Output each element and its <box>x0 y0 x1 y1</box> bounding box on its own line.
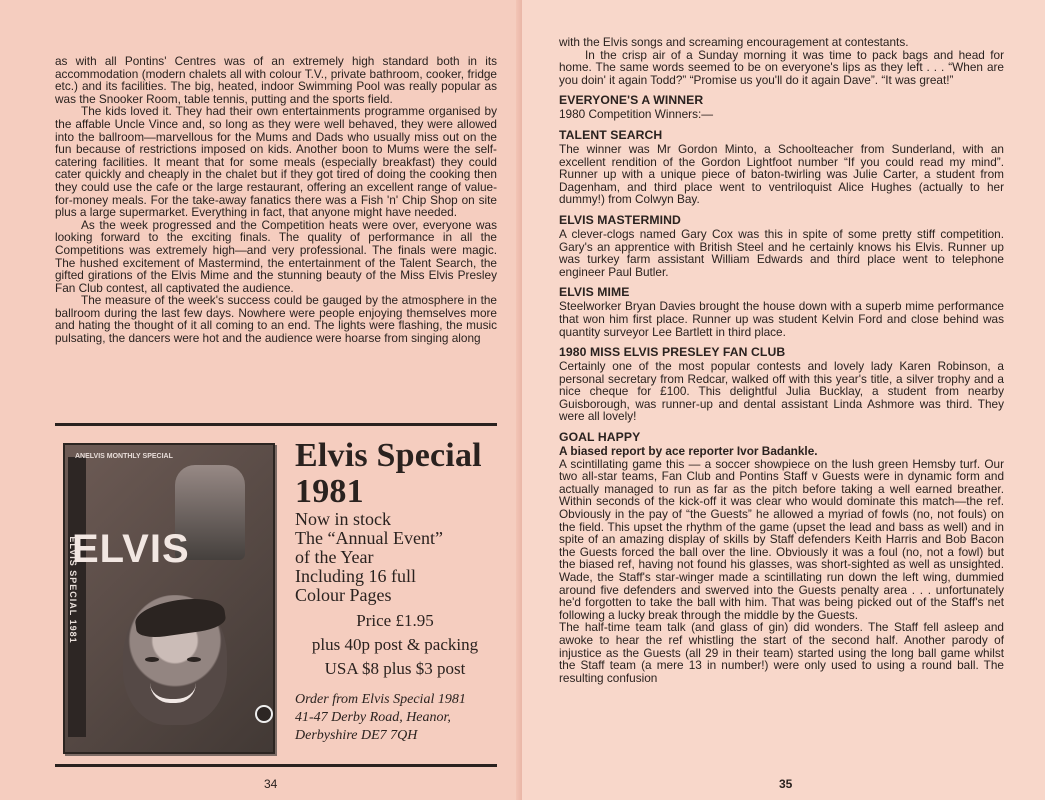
cover-title: ELVIS <box>72 527 190 571</box>
winners-intro: 1980 Competition Winners:— <box>559 107 714 122</box>
ad-line-4: Including 16 full <box>295 566 416 586</box>
fan-club-heading: 1980 MISS ELVIS PRESLEY FAN CLUB <box>559 345 786 360</box>
right-page-article <box>559 36 1004 748</box>
price-line: Price £1.95 <box>356 611 434 630</box>
cover-spine-text: ELVIS SPECIAL 1981 <box>68 536 78 644</box>
elvis-special-cover <box>63 443 275 754</box>
talent-search-text: The winner was Mr Gordon Minto, a Schoolteacher from Sunderland, with an excellent rendition of the Gordon Lightfoot number “If you could read my mind”. Runner up with a unique piece of baton-twirling was Julie Carter, a student from Dagenham, and third place went to ventriloquist Alice Hughes (actually to her dummy!) from Colwyn Bay. <box>559 141 1004 207</box>
cover-badge-icon <box>255 705 273 723</box>
order-address <box>295 691 495 745</box>
order-line-3: Derbyshire DE7 7QH <box>295 728 418 743</box>
mastermind-text: A clever-clogs named Gary Cox was this in spite of some pretty stiff competition. Gary's an apprentice with British Steel and he certainly knows his Elvis. Runner up was turkey farm assistant William Edwards and third place went to telephone engineer Paul Butler. <box>559 226 1004 279</box>
goal-happy-heading: GOAL HAPPY <box>559 430 641 445</box>
mime-heading: ELVIS MIME <box>559 285 630 300</box>
right-opening-2: In the crisp air of a Sunday morning it was time to pack bags and head for home. The same words seemed to be on everyone's lips as they left . . . “When are you doin' it again Todd?” “Promise us you'll do it again Dave”. “It was great!” <box>559 47 1004 87</box>
goal-happy-text-1: A scintillating game this — a soccer showpiece on the lush green Hemsby turf. Our two all-star teams, Fan Club and Pontins Staff v Guests were in dynamic form and actually managed to run as far as the pitch before taking a well earned breather. Within seconds of the kick-off it was clear who would dominate this match—the ref. Obviously in the pay of “the Guests” he allowed a myriad of fowls (no, not fouls) on the field. This upset the rhythm of the game (upset the lead and bass as well) and in spite of an amazing display of skills by Staff defenders Keith Harris and Bob Bacon the Guests forced the ball over the line. Obviously it was a foul (no, not a fowl) but the biased ref, having not found his glasses, was short-sighted as well as unsighted. Wade, the Staff's star-winger made a scintillating run down the left wing, dummied around five defenders and swerved into the Guests penalty area . . . unfortunately he'd forgotten to take the ball with him. That was being picked out of the Staff's net following a lucky break through the middle by the Guests. <box>559 456 1004 622</box>
left-page-article <box>55 55 497 423</box>
usa-price-line: USA $8 plus $3 post <box>324 659 466 678</box>
left-paragraph-2: The kids loved it. They had their own entertainments programme organised by the affable Uncle Vince and, so long as they were well behaved, they were allowed into the ballroom—marvellous for the Mums and Dads who usually miss out on the fun because of restrictions imposed on kids. Another boon to Mums were the self-catering facilities. It meant that for some meals (especially breakfast) they could cater quickly and cheaply in the chalet but if they got tired of doing the cooking then they could use the cafe or the large restaurant, offering an excellent range of value-for-money meals. For the take-away fanatics there was a Fish 'n' Chip Shop on site plus a large supermarket. Everything in fact, that anyone might have needed. <box>55 104 497 220</box>
talent-search-heading: TALENT SEARCH <box>559 127 663 142</box>
ad-line-2: The “Annual Event” <box>295 528 443 548</box>
right-page-number: 35 <box>779 777 793 791</box>
ad-line-1: Now in stock <box>295 509 391 529</box>
price-block <box>295 609 495 681</box>
right-eye-shape <box>187 657 201 662</box>
goal-happy-text-2: The half-time team talk (and glass of gin) did wonders. The Staff fell asleep and awoke to hear the ref whistling the start of the second half. Another parody of injustice as the Guests (all 29 in their team) started using the long ball game whilst the Staff team (a mere 13 in number!) were only used to using a round ball. The resulting confusion <box>559 620 1004 685</box>
mastermind-heading: ELVIS MASTERMIND <box>559 212 681 227</box>
ad-line-3: of the Year <box>295 547 374 567</box>
left-paragraph-3: As the week progressed and the Competition heats were over, everyone was looking forward to the exciting finals. The quality of performance in all the Competitions was extremely high—and very professional. The finals were magic. The hushed excitement of Mastermind, the entertainment of the Talent Search, the gifted girations of the Elvis Mime and the stunning beauty of the Miss Elvis Presley Fan Club contest, all captivated the audience. <box>55 217 497 295</box>
advertisement-title: Elvis Special 1981 <box>295 437 482 510</box>
fan-club-text: Certainly one of the most popular contests and lovely lady Karen Robinson, a personal secretary from Redcar, walked off with this year's title, a silver trophy and a nice cheque for £100. This delightful Julia Bucklay, a student from nearby Guisborough, was runner-up and dental assistant Linda Ashmore was third. They were all lovely! <box>559 359 1004 424</box>
winners-heading: EVERYONE'S A WINNER <box>559 93 704 108</box>
ad-line-5: Colour Pages <box>295 585 392 605</box>
left-paragraph-1: as with all Pontins' Centres was of an extremely high standard both in its accommodation (modern chalets all with colour T.V., private bathroom, cooker, fridge etc.) and its facilities. The big, heated, indoor Swimming Pool was really popular as was the Snooker Room, table tennis, putting and the sports field. <box>55 55 497 106</box>
order-line-2: 41-47 Derby Road, Heanor, <box>295 710 451 725</box>
top-ad-rule <box>55 423 497 426</box>
advertisement-copy <box>295 438 495 745</box>
cover-top-text: ANELVIS MONTHLY SPECIAL <box>75 453 173 460</box>
postage-line: plus 40p post & packing <box>311 635 479 654</box>
goal-happy-subheading: A biased report by ace reporter Ivor Badankle. <box>559 444 818 459</box>
right-page <box>522 0 1045 800</box>
order-line-1: Order from Elvis Special 1981 <box>295 692 466 707</box>
left-page <box>0 0 522 800</box>
mime-text: Steelworker Bryan Davies brought the house down with a superb mime performance that won him first place. Runner up was student Kelvin Ford and close behind was quantity surveyor Lee Bartlett in third place. <box>559 299 1004 339</box>
bottom-ad-rule <box>55 764 497 767</box>
elvis-special-advertisement <box>55 430 497 760</box>
left-paragraph-4: The measure of the week's success could be gauged by the atmosphere in the ballroom during the last few days. Nowhere were people enjoying themselves more and hating the thought of it all coming to an end. The lights were flashing, the music pulsating, the dancers were hot and the audience were hoarse from singing along <box>55 293 497 346</box>
right-opening-1: with the Elvis songs and screaming encouragement at contestants. <box>559 36 909 49</box>
left-page-number: 34 <box>264 777 278 791</box>
left-eye-shape <box>145 657 159 662</box>
